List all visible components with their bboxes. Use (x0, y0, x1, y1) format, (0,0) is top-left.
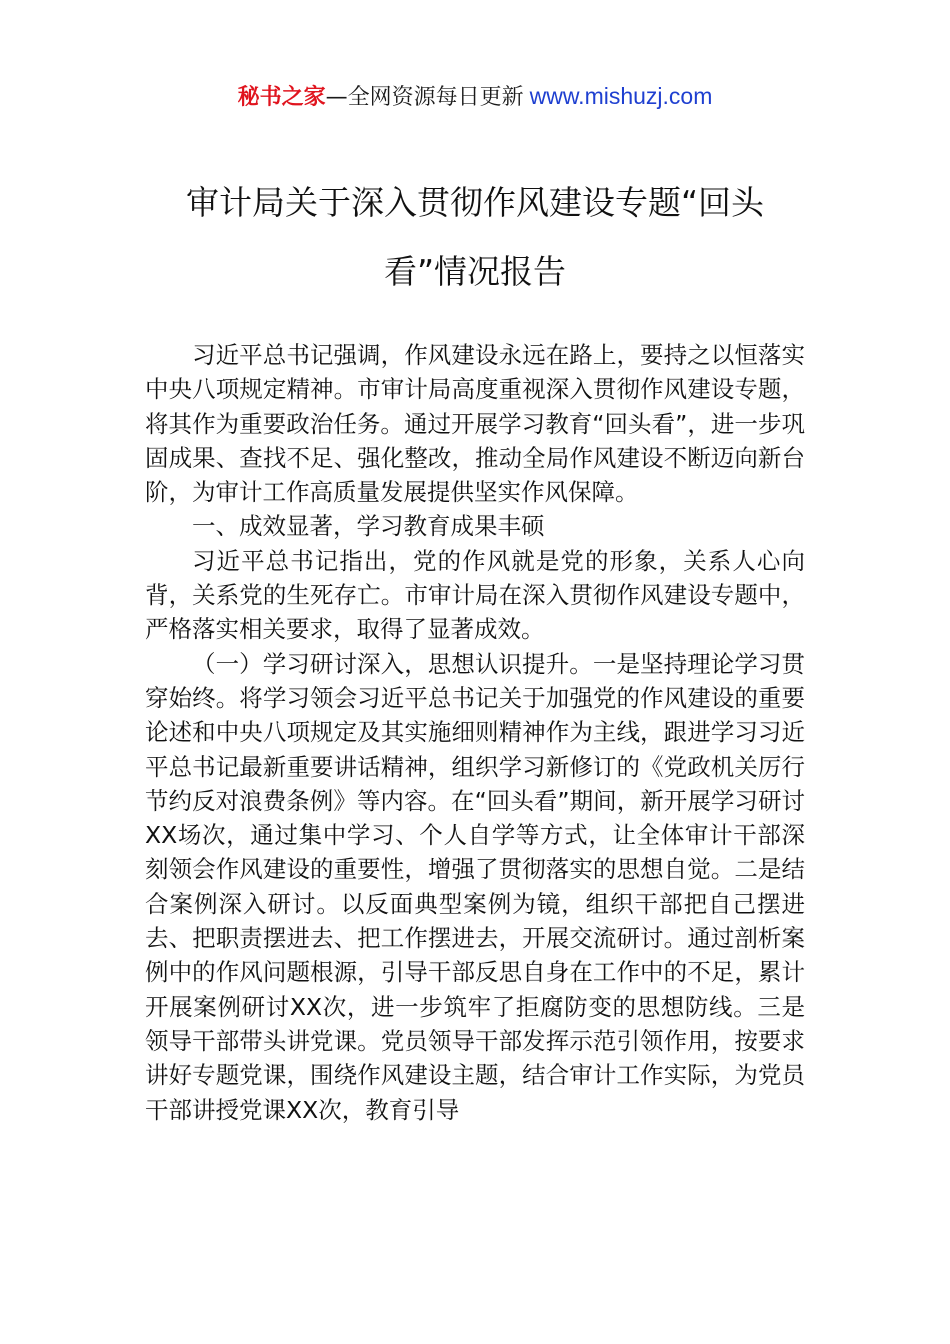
site-brand: 秘书之家 (237, 85, 326, 110)
section-heading: 一、成效显著，学习教育成果丰硕 (192, 512, 545, 541)
document-body (145, 338, 805, 1127)
site-tagline: —全网资源每日更新 (325, 85, 524, 110)
body-paragraph: （一）学习研讨深入，思想认识提升。一是坚持理论学习贯穿始终。将学习领会习近平总书记关于加强党的作风建设的重要论述和中央八项规定及其实施细则精神作为主线，跟进学习习近平总书记最新重要讲话精神，组织学习新修订的《党政机关厉行节约反对浪费条例》等内容。在“回头看”期间，新开展学习研讨XX场次，通过集中学习、个人自学等方式，让全体审计干部深刻领会作风建设的重要性，增强了贯彻落实的思想自觉。二是结合案例深入研讨。以反面典型案例为镜，组织干部把自己摆进去、把职责摆进去、把工作摆进去，开展交流研讨。通过剖析案例中的作风问题根源，引导干部反思自身在工作中的不足，累计开展案例研讨XX次，进一步筑牢了拒腐防变的思想防线。三是领导干部带头讲党课。党员领导干部发挥示范引领作用，按要求讲好专题党课，围绕作风建设主题，结合审计工作实际，为党员干部讲授党课XX次，教育引导 (145, 649, 805, 1124)
intro-paragraph: 习近平总书记强调，作风建设永远在路上，要持之以恒落实中央八项规定精神。市审计局高度重视深入贯彻作风建设专题，将其作为重要政治任务。通过开展学习教育“回头看”，进一步巩固成果、查找不足、强化整改，推动全局作风建设不断迈向新台阶，为审计工作高质量发展提供坚实作风保障。 (145, 341, 805, 507)
site-url-link[interactable]: www.mishuzj.com (529, 83, 713, 109)
site-header (0, 80, 950, 114)
body-paragraph: 习近平总书记指出，党的作风就是党的形象，关系人心向背，关系党的生死存亡。市审计局在深入贯彻作风建设专题中，严格落实相关要求，取得了显著成效。 (145, 546, 805, 644)
document-title: 审计局关于深入贯彻作风建设专题“回头看”情况报告 (185, 183, 765, 291)
